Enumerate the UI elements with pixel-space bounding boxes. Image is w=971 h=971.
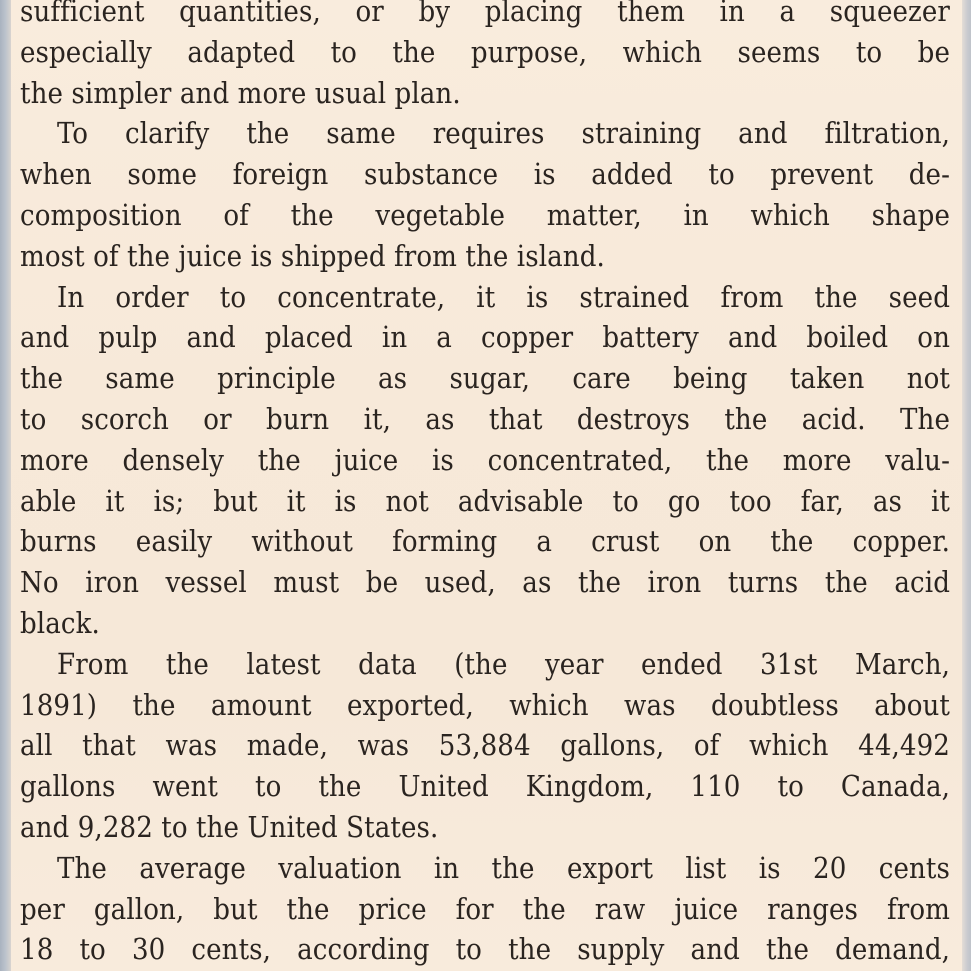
text-line: able it is; but it is not advisable to go too far, as it	[20, 483, 950, 518]
text-line: sufficient quantities, or by placing them in a squeezer	[20, 0, 950, 28]
text-line: 1891) the amount exported, which was doubtless about	[20, 687, 950, 722]
text-line: From the latest data (the year ended 31st March,	[57, 646, 950, 681]
text-line: especially adapted to the purpose, which seems to be	[20, 34, 950, 69]
text-line: per gallon, but the price for the raw juice ranges from	[20, 891, 950, 926]
text-line: and pulp and placed in a copper battery and boiled on	[20, 320, 950, 355]
text-line: gallons went to the United Kingdom, 110 to Canada,	[20, 769, 950, 804]
article-text	[20, 0, 950, 970]
paragraph-2	[20, 113, 950, 276]
text-line: To clarify the same requires straining and filtration,	[57, 116, 950, 151]
text-line: In order to concentrate, it is strained from the seed	[57, 279, 950, 314]
scan-left-edge	[0, 0, 11, 971]
paragraph-4	[20, 644, 950, 848]
text-line: composition of the vegetable matter, in which shape	[20, 197, 950, 232]
scan-right-edge	[962, 0, 971, 971]
text-line: most of the juice is shipped from the island.	[20, 238, 605, 273]
text-line: to scorch or burn it, as that destroys the acid. The	[20, 401, 950, 436]
text-line: more densely the juice is concentrated, the more valu-	[20, 442, 950, 477]
paragraph-5	[20, 848, 950, 970]
text-line: and 9,282 to the United States.	[20, 809, 439, 844]
paragraph-3	[20, 277, 950, 644]
text-line: burns easily without forming a crust on the copper.	[20, 524, 950, 559]
text-line: 18 to 30 cents, according to the supply and the demand,	[20, 932, 950, 967]
text-line: No iron vessel must be used, as the iron turns the acid	[20, 565, 950, 600]
text-line: the same principle as sugar, care being taken not	[20, 361, 950, 396]
text-line: black.	[20, 605, 100, 640]
text-line: The average valuation in the export list is 20 cents	[57, 850, 950, 885]
text-line: all that was made, was 53,884 gallons, of which 44,492	[20, 728, 950, 763]
paragraph-1	[20, 0, 950, 113]
text-line: when some foreign substance is added to prevent de-	[20, 157, 950, 192]
text-line: the simpler and more usual plan.	[20, 75, 461, 110]
